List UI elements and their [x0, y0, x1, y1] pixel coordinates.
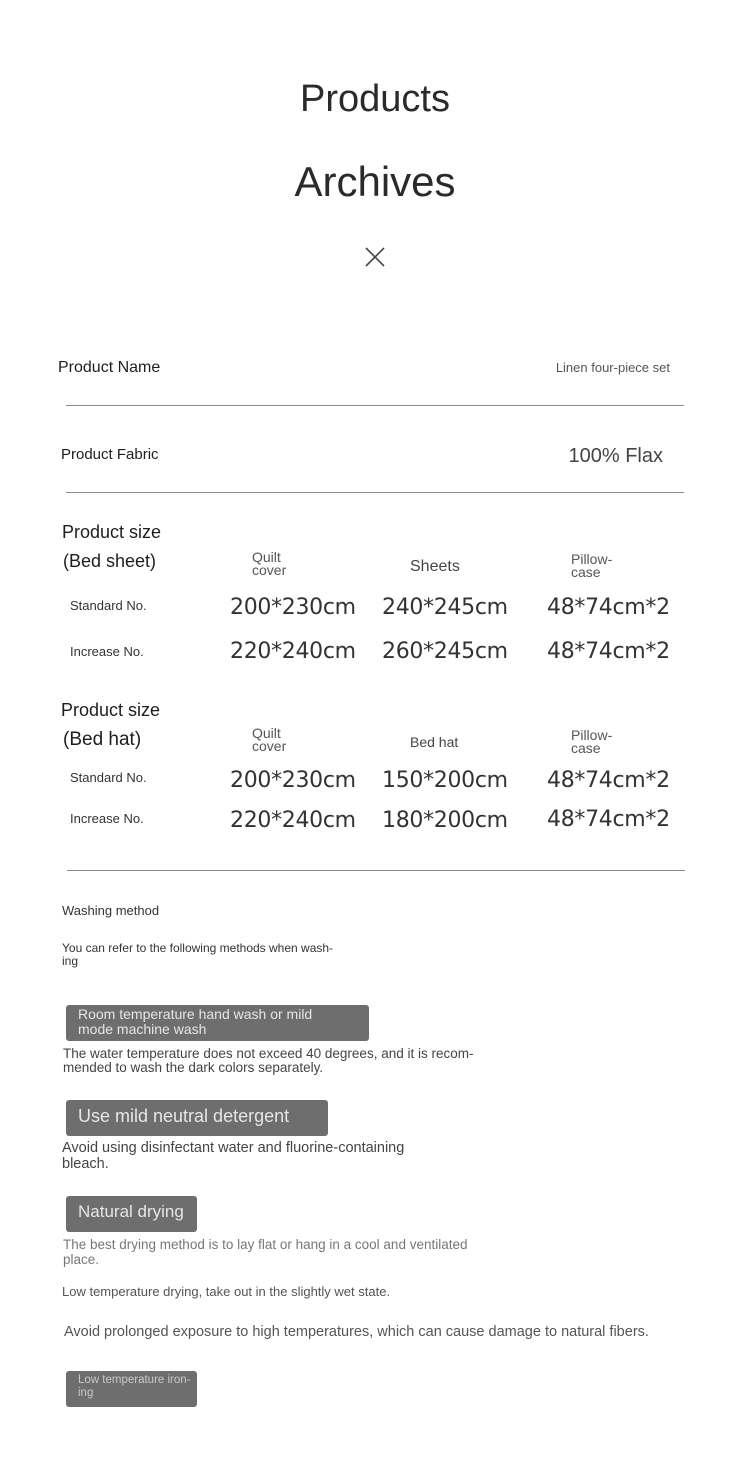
step-tag-detergent: Use mild neutral detergent — [66, 1100, 328, 1136]
step-tag-hand-wash: Room temperature hand wash or mild mode machine wash — [66, 1005, 369, 1041]
size-sheet-title: Product size — [62, 522, 162, 542]
dimension-cell: 150*200cm — [382, 768, 508, 793]
size-sheet-subtitle: (Bed sheet) — [63, 551, 157, 571]
dimension-cell: 200*230cm — [230, 595, 356, 620]
header-title-line2: Archives — [294, 158, 456, 205]
step-text-hand-wash: The water temperature does not exceed 40 degrees, and it is recom- mended to wash the dark colors separately. — [63, 1046, 474, 1075]
column-header-quilt-cover: Quilt cover — [252, 549, 287, 578]
product-fabric-value: 100% Flax — [568, 445, 663, 467]
dimension-cell: 220*240cm — [230, 639, 356, 664]
close-icon — [363, 245, 387, 269]
step-text-natural-drying: The best drying method is to lay flat or hang in a cool and ventilated place. — [63, 1237, 468, 1267]
column-header-pillowcase: Pillow- case — [571, 551, 613, 580]
row-label-increase: Increase No. — [70, 811, 144, 826]
row-label-standard: Standard No. — [70, 770, 147, 785]
step-warning-high-temp: Avoid prolonged exposure to high temperatures, which can cause damage to natural fibers. — [64, 1324, 649, 1340]
washing-title: Washing method — [62, 903, 160, 918]
dimension-cell: 48*74cm*2 — [547, 768, 670, 793]
dimension-cell: 200*230cm — [230, 768, 356, 793]
dimension-cell: 220*240cm — [230, 808, 356, 833]
step-note-low-temp-drying: Low temperature drying, take out in the slightly wet state. — [62, 1284, 391, 1299]
divider — [67, 870, 685, 871]
row-label-standard: Standard No. — [70, 598, 147, 613]
product-fabric-label: Product Fabric — [61, 446, 159, 463]
step-text-detergent: Avoid using disinfectant water and fluorine-containing bleach. — [62, 1140, 405, 1172]
column-header-bed-hat: Bed hat — [410, 734, 459, 750]
product-name-value: Linen four-piece set — [555, 360, 670, 375]
size-hat-title: Product size — [61, 700, 161, 720]
dimension-cell: 48*74cm*2 — [547, 639, 670, 664]
header-title-line1: Products — [300, 78, 450, 120]
product-name-label: Product Name — [58, 359, 161, 376]
row-label-increase: Increase No. — [70, 644, 144, 659]
divider — [66, 492, 684, 493]
column-header-sheets: Sheets — [410, 558, 460, 575]
step-tag-ironing: Low temperature iron- ing — [66, 1371, 197, 1407]
column-header-pillowcase: Pillow- case — [571, 727, 613, 756]
dimension-cell: 260*245cm — [382, 639, 508, 664]
dimension-cell: 180*200cm — [382, 808, 508, 833]
size-hat-subtitle: (Bed hat) — [63, 729, 142, 750]
dimension-cell: 240*245cm — [382, 595, 508, 620]
divider — [66, 405, 684, 406]
step-tag-natural-drying: Natural drying — [66, 1196, 197, 1232]
washing-intro: You can refer to the following methods when wash- ing — [62, 941, 334, 968]
column-header-quilt-cover: Quilt cover — [252, 725, 287, 754]
dimension-cell: 48*74cm*2 — [547, 807, 670, 832]
dimension-cell: 48*74cm*2 — [547, 595, 670, 620]
